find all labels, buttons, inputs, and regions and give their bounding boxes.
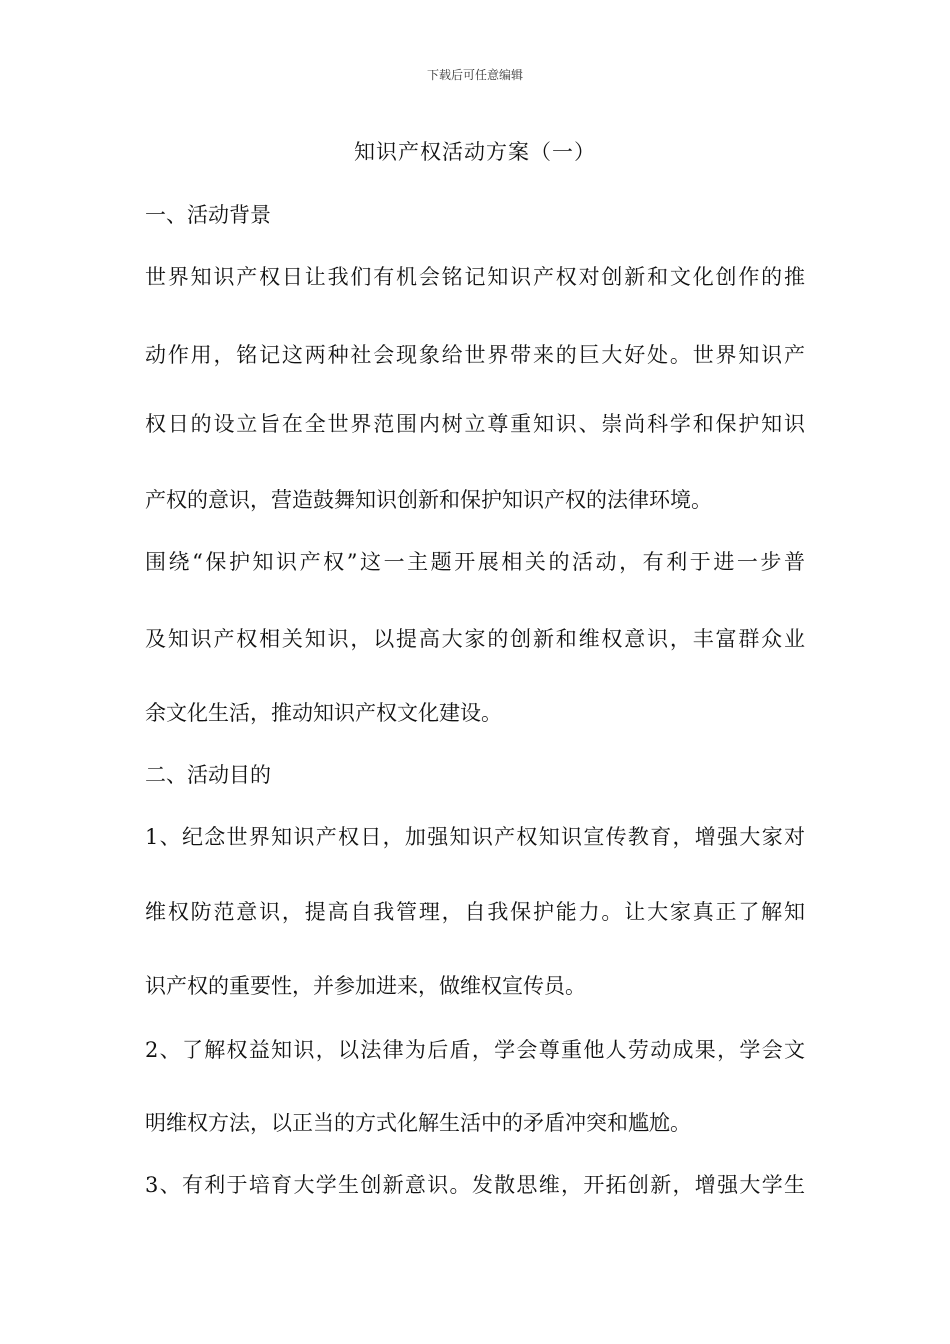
paragraph-line: 余文化生活，推动知识产权文化建设。 [145,701,502,725]
list-item-line: 1、纪念世界知识产权日，加强知识产权知识宣传教育，增强大家对 [145,825,805,849]
paragraph-line: 动作用，铭记这两种社会现象给世界带来的巨大好处。世界知识产 [145,343,805,367]
paragraph-line: 世界知识产权日让我们有机会铭记知识产权对创新和文化创作的推 [145,265,805,289]
paragraph-line: 权日的设立旨在全世界范围内树立尊重知识、崇尚科学和保护知识 [145,412,805,436]
list-item-line: 识产权的重要性，并参加进来，做维权宣传员。 [145,974,586,998]
list-item-line: 2、了解权益知识，以法律为后盾，学会尊重他人劳动成果，学会文 [145,1038,805,1062]
list-item-line: 3、有利于培育大学生创新意识。发散思维，开拓创新，增强大学生 [145,1173,805,1197]
paragraph-line: 及知识产权相关知识，以提高大家的创新和维权意识，丰富群众业 [145,627,805,651]
header-note: 下载后可任意编辑 [426,68,523,82]
list-item-line: 维权防范意识，提高自我管理，自我保护能力。让大家真正了解知 [145,900,805,924]
document-title: 知识产权活动方案（一） [354,140,596,164]
section-heading-purpose: 二、活动目的 [145,763,271,787]
list-item-line: 明维权方法，以正当的方式化解生活中的矛盾冲突和尴尬。 [145,1111,691,1135]
paragraph-line: 产权的意识，营造鼓舞知识创新和保护知识产权的法律环境。 [145,488,712,512]
paragraph-line: 围绕“保护知识产权”这一主题开展相关的活动，有利于进一步普 [145,550,805,574]
section-heading-background: 一、活动背景 [145,203,271,227]
